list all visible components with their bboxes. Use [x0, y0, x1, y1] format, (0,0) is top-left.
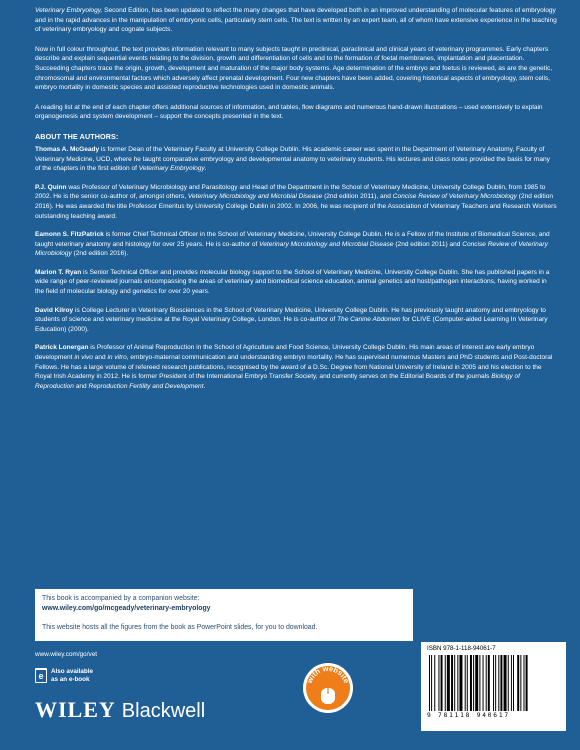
- barcode-bar: [431, 655, 432, 711]
- barcode-bar: [475, 655, 478, 711]
- barcode-bar: [500, 655, 502, 711]
- author-bio-quinn: P.J. Quinn was Professor of Veterinary Microbiology and Parasitology and Head of the Department in the School of Veterinary Medicine, University College Dublin, from 1985 to 2002. He is the senior co-author of, amongst others, Veterinary Microbiology and Microbial Disease (2nd edition 2011), and Concise Review of Veterinary Microbiology (2nd edition 2016). He was awarded the title Professor Emeritus by University College Dublin in 2002. In 2006, he was recipient of the Association of Veterinary Teachers and Research Workers outstanding teaching award.: [35, 183, 557, 220]
- wiley-vet-link[interactable]: www.wiley.com/go/vet: [35, 651, 98, 658]
- barcode-bar: [465, 655, 466, 711]
- barcode-bar: [488, 655, 490, 711]
- barcode-bar: [526, 655, 528, 711]
- barcode-bar: [470, 655, 472, 711]
- computer-mouse-icon: [321, 688, 335, 704]
- barcode-bar: [473, 655, 474, 711]
- barcode-bar: [447, 655, 450, 711]
- barcode-bar: [457, 655, 458, 711]
- barcode-bar: [517, 655, 519, 711]
- blurb-paragraph-3: A reading list at the end of each chapter offers additional sources of information, and tables, flow diagrams and numerous hand-drawn illustrations – used extensively to explain organogenesis and system development – support the concepts presented in the text.: [35, 103, 543, 121]
- companion-intro: This book is accompanied by a companion website:: [42, 595, 200, 602]
- barcode-bar: [524, 655, 525, 711]
- badge-text: with website: [304, 663, 352, 685]
- about-authors-heading: ABOUT THE AUTHORS:: [35, 131, 119, 141]
- with-website-badge: [302, 662, 354, 714]
- barcode-bar: [495, 655, 496, 711]
- author-bio-ryan: Marion T. Ryan is Senior Technical Officer and provides molecular biology support to the School of Veterinary Medicine, University College Dublin. She has published papers in a wide range of peer-reviewed journals encompassing the areas of veterinary and biomedical science education, animal genetics and host/pathogen interactions, having worked in the field of molecular biology and genetics for over 20 years.: [35, 268, 550, 296]
- publisher-logo: [35, 697, 205, 723]
- barcode-graphic: [427, 655, 560, 711]
- author-bio-lonergan: Patrick Lonergan is Professor of Animal Reproduction in the School of Agriculture and Food Science, University College Dublin. His main areas of interest are early embryo development in vivo and in vitro, embryo-maternal communication and understanding embryo mortality. He has supervised numerous Masters and PhD students and Post-doctoral Fellows. He has a large volume of refereed research publications, recognised by the award of a D.Sc. Degree from National University of Ireland in 2005 and his election to the Royal Irish Academy in 2012. He is former President of the International Embryo Transfer Society, and currently serves on the Editorial Boards of the journals Biology of Reproduction and Reproduction Fertility and Development.: [35, 344, 553, 390]
- barcode-bar: [441, 655, 443, 711]
- isbn-barcode-box: [421, 642, 566, 731]
- author-bio-fitzpatrick: Eamonn S. FitzPatrick is former Chief Technical Officer in the School of Veterinary Medicine, University College Dublin. He is a Fellow of the Institute of Biomedical Science, and taught veterinary anatomy and histology for over 25 years. He is co-author of Veterinary Microbiology and Microbial Disease (2nd edition 2011) and Concise Review of Veterinary Microbiology (2nd edition 2016).: [35, 231, 550, 258]
- barcode-bar: [445, 655, 446, 711]
- blurb-paragraph-2: Now in full colour throughout, the text provides information relevant to many subjects taught in preclinical, paraclinical and clinical years of veterinary programmes. Early chapters describe and explain sequential events relating to the division, growth and differentiation of cells and to the formation of foetal membranes, implantation and placentation. Succeeding chapters trace the origin, growth, development and maturation of the major body systems. Age determination of the embryo and foetus is reviewed, as are the genetic, chromosomal and environmental factors which adversely affect prenatal development. Four new chapters have been added, covering historical aspects of embryology, stem cells, embryo mortality in domestic species and assisted reproductive technologies used in domestic animals.: [35, 45, 553, 92]
- barcode-bar: [467, 655, 468, 711]
- companion-website-box: [35, 589, 413, 641]
- blurb-paragraph-1: Veterinary Embryology, Second Edition, has been updated to reflect the many changes that have developed both in an improved understanding of molecular features of embryology and in the rapid advances in the manipulation of embryonic cells, particularly stem cells. The text is written by an expert team, all of whom have extensive experience in the teaching of veterinary embryology and cognate subjects.: [35, 7, 557, 34]
- companion-note: This website hosts all the figures from the book as PowerPoint slides, for you to download.: [42, 623, 318, 631]
- barcode-bar: [486, 655, 487, 711]
- barcode-bar: [438, 655, 439, 711]
- barcode-bar: [493, 655, 494, 711]
- barcode-digits: 9 781118 940617: [427, 712, 510, 719]
- main-text: [35, 6, 557, 400]
- ebook-availability: [35, 668, 93, 684]
- blackwell-wordmark: Blackwell: [121, 700, 206, 722]
- barcode-bar: [479, 655, 480, 711]
- companion-website-link[interactable]: www.wiley.com/go/mcgeady/veterinary-embryology: [42, 604, 211, 612]
- svg-text:e: e: [38, 670, 44, 681]
- barcode-bar: [513, 655, 514, 711]
- barcode-bar: [508, 655, 509, 711]
- wiley-wordmark: WILEY: [35, 697, 116, 722]
- author-bio-mcgeady: Thomas A. McGeady is former Dean of the Veterinary Faculty at University College Dublin. His academic career was spent in the Department of Veterinary Anatomy, Faculty of Veterinary Medicine, UCD, where he taught comparative embryology and developmental anatomy to veterinary students. His lectures and class notes provided the basis for many of the chapters in the first edition of Veterinary Embryology.: [35, 145, 550, 173]
- barcode-bar: [451, 655, 453, 711]
- isbn-number: ISBN 978-1-118-94061-7: [427, 645, 496, 652]
- barcode-bar: [459, 655, 462, 711]
- barcode-bar: [520, 655, 521, 711]
- barcode-bar: [454, 655, 455, 711]
- barcode-bar: [504, 655, 507, 711]
- ebook-line-2: as an e-book: [51, 676, 90, 684]
- barcode-bar: [434, 655, 435, 711]
- barcode-bar: [483, 655, 484, 711]
- ebook-line-1: Also available: [51, 668, 93, 675]
- barcode-bar: [511, 655, 512, 711]
- ebook-e-icon: [35, 668, 47, 683]
- author-bio-kilroy: David Kilroy is College Lecturer in Veterinary Biosciences in the School of Veterinary Medicine, University College Dublin. He has previously taught anatomy and embryology to students of science and veterinary medicine at the Royal Veterinary College, London. He is co-author of The Canine Abdomen for CLIVE (Computer-aided Learning In Veterinary Education) (2000).: [35, 306, 548, 333]
- barcode-bar: [498, 655, 499, 711]
- barcode-bar: [429, 655, 430, 711]
